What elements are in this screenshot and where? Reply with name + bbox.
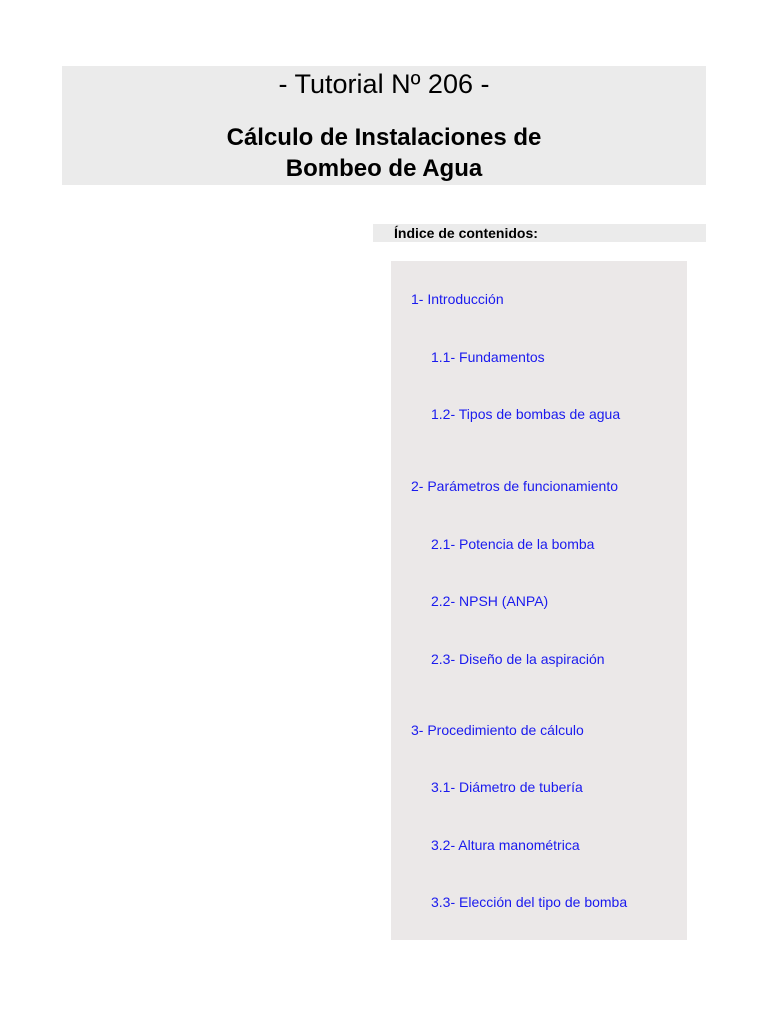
document-title bbox=[62, 122, 706, 184]
toc-link-procedimiento-calculo[interactable]: 3- Procedimiento de cálculo bbox=[411, 722, 584, 738]
table-of-contents bbox=[391, 261, 687, 940]
document-title-line-1: Cálculo de Instalaciones de bbox=[226, 124, 542, 151]
toc-link-parametros-funcionamiento[interactable]: 2- Parámetros de funcionamiento bbox=[411, 478, 618, 494]
toc-link-altura-manometrica[interactable]: 3.2- Altura manométrica bbox=[431, 837, 580, 853]
index-heading-bar bbox=[373, 224, 706, 242]
toc-link-diametro-tuberia[interactable]: 3.1- Diámetro de tubería bbox=[431, 779, 583, 795]
toc-link-diseno-aspiracion[interactable]: 2.3- Diseño de la aspiración bbox=[431, 651, 605, 667]
toc-link-eleccion-tipo-bomba[interactable]: 3.3- Elección del tipo de bomba bbox=[431, 894, 628, 910]
toc-link-tipos-de-bombas[interactable]: 1.2- Tipos de bombas de agua bbox=[431, 406, 621, 422]
document-title-line-2: Bombeo de Agua bbox=[285, 155, 483, 182]
tutorial-number: - Tutorial Nº 206 - bbox=[278, 69, 490, 99]
title-banner bbox=[62, 66, 706, 185]
toc-link-potencia-bomba[interactable]: 2.1- Potencia de la bomba bbox=[431, 536, 595, 552]
index-heading: Índice de contenidos: bbox=[394, 225, 538, 241]
toc-link-introduccion[interactable]: 1- Introducción bbox=[411, 291, 504, 307]
toc-link-fundamentos[interactable]: 1.1- Fundamentos bbox=[431, 349, 545, 365]
toc-link-npsh[interactable]: 2.2- NPSH (ANPA) bbox=[431, 593, 549, 609]
